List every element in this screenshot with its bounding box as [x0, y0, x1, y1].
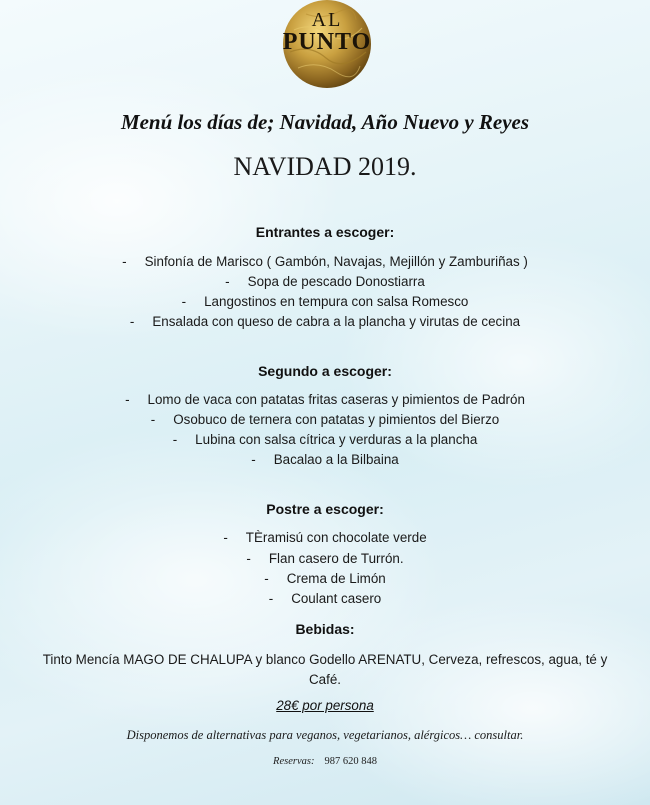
postre-heading: Postre a escoger: — [266, 501, 384, 517]
menu-title: Menú los días de; Navidad, Año Nuevo y Reyes — [120, 110, 530, 134]
bullet-dash: - — [225, 274, 230, 289]
segundo-item — [0, 392, 650, 407]
entrantes-item — [0, 254, 650, 269]
segundo-item-text: Bacalao a la Bilbaina — [273, 452, 399, 467]
logo-line-2: PUNTO — [282, 29, 372, 55]
postre-item-text: TÈramisú con chocolate verde — [245, 530, 427, 545]
segundo-item — [0, 432, 650, 447]
bullet-dash: - — [264, 571, 269, 586]
segundo-item-text: Osobuco de ternera con patatas y pimientos del Bierzo — [173, 412, 500, 427]
reservas-line — [0, 756, 650, 767]
bullet-dash: - — [122, 254, 127, 269]
entrantes-item-text: Sopa de pescado Donostiarra — [247, 274, 425, 289]
reservas-label: Reservas: — [273, 756, 315, 767]
bebidas-text: Tinto Mencía MAGO DE CHALUPA y blanco Godello ARENATU, Cerveza, refrescos, agua, té y Café. — [42, 652, 608, 687]
entrantes-heading: Entrantes a escoger: — [255, 224, 395, 240]
postre-item-text: Flan casero de Turrón. — [268, 551, 404, 566]
entrantes-item — [0, 314, 650, 329]
postre-item — [0, 591, 650, 606]
bullet-dash: - — [223, 530, 228, 545]
segundo-heading: Segundo a escoger: — [258, 363, 392, 379]
entrantes-item-text: Sinfonía de Marisco ( Gambón, Navajas, Mejillón y Zamburiñas ) — [144, 254, 528, 269]
postre-item-text: Crema de Limón — [286, 571, 386, 586]
segundo-item — [0, 452, 650, 467]
price-per-person: 28€ por persona — [276, 698, 374, 713]
logo-line-1: AL — [311, 9, 343, 31]
bullet-dash: - — [251, 452, 256, 467]
postre-item — [0, 551, 650, 566]
al-punto-logo — [276, 0, 378, 90]
entrantes-item — [0, 294, 650, 309]
entrantes-item — [0, 274, 650, 289]
menu-subtitle: NAVIDAD 2019. — [233, 152, 417, 181]
segundo-item-text: Lubina con salsa cítrica y verduras a la plancha — [195, 432, 478, 447]
entrantes-item-text: Langostinos en tempura con salsa Romesco — [204, 294, 469, 309]
postre-item — [0, 530, 650, 545]
bullet-dash: - — [129, 314, 135, 329]
bullet-dash: - — [268, 591, 274, 606]
alternatives-note: Disponemos de alternativas para veganos, vegetarianos, alérgicos… consultar. — [126, 728, 524, 742]
reservas-phone: 987 620 848 — [324, 756, 377, 767]
entrantes-item-text: Ensalada con queso de cabra a la plancha y virutas de cecina — [152, 314, 521, 329]
bullet-dash: - — [125, 392, 130, 407]
bebidas-heading: Bebidas: — [295, 621, 355, 637]
postre-item — [0, 571, 650, 586]
segundo-item-text: Lomo de vaca con patatas fritas caseras y pimientos de Padrón — [147, 392, 525, 407]
bullet-dash: - — [246, 551, 251, 566]
bullet-dash: - — [150, 412, 156, 427]
bullet-dash: - — [181, 294, 187, 309]
segundo-item — [0, 412, 650, 427]
postre-item-text: Coulant casero — [291, 591, 382, 606]
bullet-dash: - — [172, 432, 178, 447]
